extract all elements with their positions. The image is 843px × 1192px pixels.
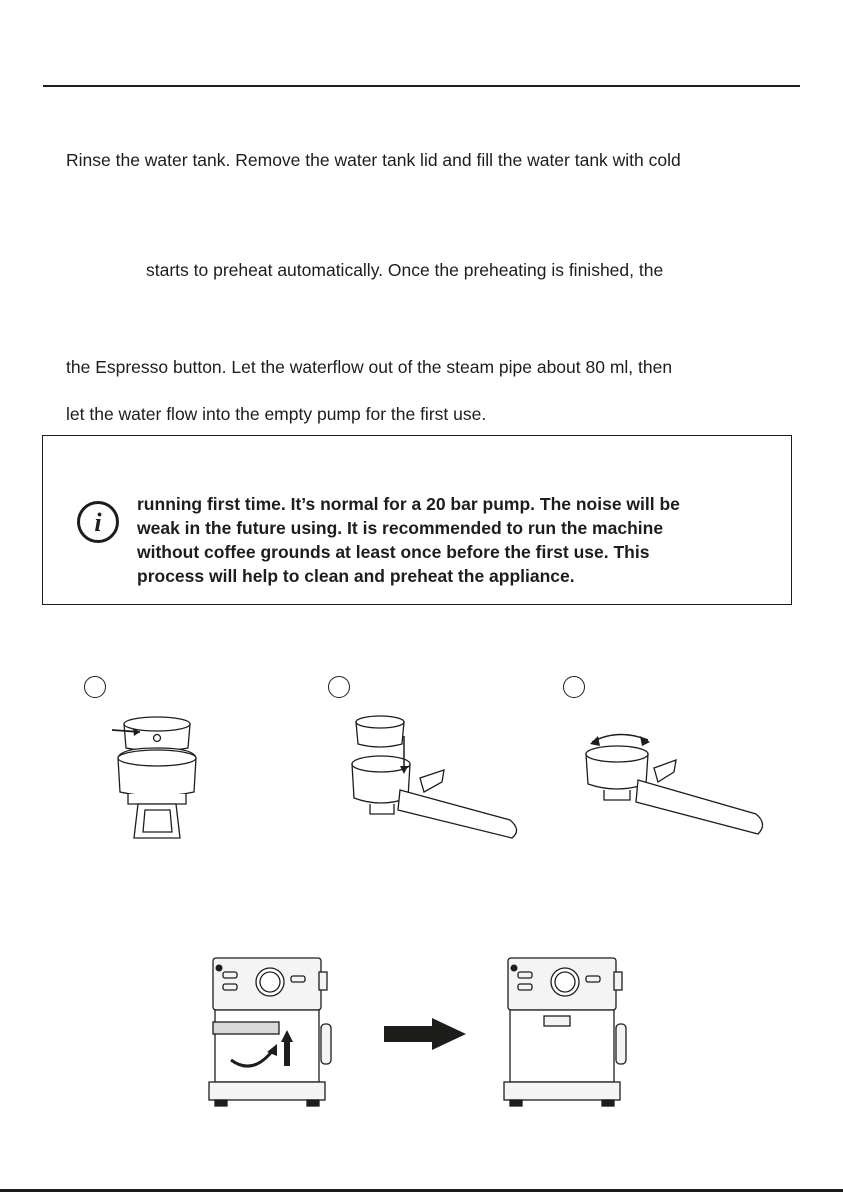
instruction-line-2: starts to preheat automatically. Once the preheating is finished, the: [146, 260, 664, 280]
filter-insert-illustration: [100, 710, 230, 845]
note-line-2: weak in the future using. It is recommended to run the machine: [137, 518, 664, 538]
right-arrow-icon: [384, 1018, 469, 1050]
instruction-line-1: Rinse the water tank. Remove the water tank lid and fill the water tank with cold: [66, 150, 681, 170]
basket-into-portafilter-illustration: [340, 712, 530, 844]
note-line-1: running first time. It’s normal for a 20 bar pump. The noise will be: [137, 494, 680, 514]
step-3-circle: [563, 676, 585, 698]
step-2-circle: [328, 676, 350, 698]
lock-basket-illustration: [578, 722, 773, 842]
info-icon-glyph: i: [94, 508, 102, 537]
note-line-3: without coffee grounds at least once before the first use. This: [137, 542, 650, 562]
step-1-circle: [84, 676, 106, 698]
espresso-machine-before-illustration: [205, 952, 340, 1112]
instruction-line-3: the Espresso button. Let the waterflow out of the steam pipe about 80 ml, then: [66, 357, 673, 377]
note-line-4: process will help to clean and preheat the appliance.: [137, 566, 575, 586]
espresso-machine-after-illustration: [500, 952, 635, 1112]
top-rule: [43, 85, 800, 87]
instruction-line-4: let the water flow into the empty pump for the first use.: [66, 404, 487, 424]
info-icon: [76, 500, 120, 544]
